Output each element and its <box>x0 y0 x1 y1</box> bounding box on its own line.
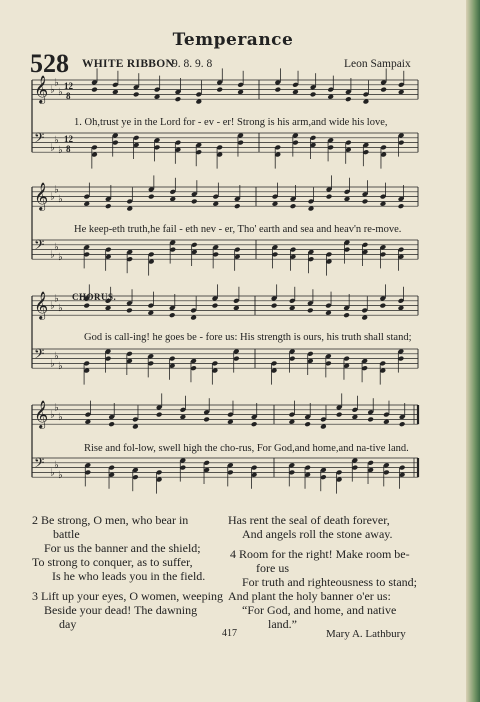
hymn-number: 528 <box>30 49 69 78</box>
note-head <box>83 303 90 309</box>
author: Mary A. Lathbury <box>326 628 406 640</box>
treble-clef: 𝄞 <box>34 75 49 103</box>
composer: Leon Sampaix <box>344 58 411 70</box>
verse-2-cont-line-1: Has rent the seal of death forever, <box>228 513 390 527</box>
note-head <box>345 96 352 102</box>
note-head <box>310 91 317 97</box>
note-head <box>398 203 405 209</box>
note-head <box>148 194 155 200</box>
note-head <box>271 303 278 309</box>
bass-clef: 𝄢 <box>34 130 45 149</box>
lyric-line-3: God is call-ing! he goes be - fore us: His strength is ours, his truth shall stand; <box>84 332 412 343</box>
flat-sign: ♭ <box>58 412 63 423</box>
verse-2-line-3: For us the banner and the shield; <box>44 541 201 555</box>
note-head <box>212 303 219 309</box>
flat-sign: ♭ <box>54 460 59 472</box>
flat-sign: ♭ <box>58 87 63 98</box>
note-head <box>108 421 115 427</box>
note-head <box>175 96 182 102</box>
verse-2-line-4: To strong to conquer, as to suffer, <box>32 555 193 569</box>
time-signature: 12 <box>64 81 73 91</box>
note-head <box>251 421 258 427</box>
bass-clef: 𝄢 <box>34 346 45 365</box>
verse-2-line-5: Is he who leads you in the field. <box>52 569 206 583</box>
flat-sign: ♭ <box>54 242 59 254</box>
treble-clef: 𝄞 <box>34 291 49 319</box>
verse-2-line-2: battle <box>53 527 80 541</box>
time-signature: 8 <box>66 91 71 101</box>
note-head <box>380 87 387 93</box>
flat-sign: ♭ <box>54 135 59 147</box>
flat-sign: ♭ <box>50 300 55 312</box>
flat-sign: ♭ <box>54 293 59 305</box>
verse-3-line-3: day <box>59 617 77 631</box>
note-head <box>399 421 406 427</box>
meter: 9. 8. 9. 8 <box>172 58 213 70</box>
tune-name: WHITE RIBBON <box>82 58 175 70</box>
flat-sign: ♭ <box>54 184 59 196</box>
note-head <box>234 203 241 209</box>
note-head <box>367 416 374 422</box>
note-head <box>343 312 350 318</box>
note-head <box>326 194 333 200</box>
verse-4-line-3: For truth and righteousness to stand; <box>242 575 417 589</box>
flat-sign: ♭ <box>58 144 63 156</box>
verse-3-line-1: 3 Lift up your eyes, O women, weeping <box>32 589 223 603</box>
flat-sign: ♭ <box>58 360 63 372</box>
lyric-line-1: 1. Oh,trust ye in the Lord for - ev - er! Strong is his arm,and wide his love, <box>74 117 388 128</box>
verse-2-line-1: 2 Be strong, O men, who bear in <box>32 513 189 527</box>
flat-sign: ♭ <box>58 303 63 314</box>
flat-sign: ♭ <box>50 467 55 479</box>
flat-sign: ♭ <box>54 402 59 414</box>
flat-sign: ♭ <box>50 409 55 421</box>
note-head <box>203 416 210 422</box>
page-title: Temperance <box>172 30 294 50</box>
page-number: 417 <box>222 628 237 639</box>
lyric-line-2: He keep-eth truth,he fail - eth nev - er, Tho' earth and sea and heav'n re-move. <box>74 224 402 235</box>
verse-4-line-6: land.” <box>268 617 297 631</box>
treble-clef: 𝄞 <box>34 182 49 210</box>
time-signature: 12 <box>64 134 73 144</box>
verse-4-line-5: “For God, and home, and native <box>242 603 397 617</box>
lyric-line-4: Rise and fol-low, swell high the cho-rus, For God,and home,and na-tive land. <box>84 443 409 454</box>
note-head <box>91 87 98 93</box>
flat-sign: ♭ <box>58 251 63 263</box>
verse-2-cont-line-2: And angels roll the stone away. <box>242 527 393 541</box>
flat-sign: ♭ <box>58 194 63 205</box>
chorus-label: CHORUS. <box>72 292 117 302</box>
flat-sign: ♭ <box>50 191 55 203</box>
verse-3-line-2: Beside your dead! The dawning <box>44 603 198 617</box>
flat-sign: ♭ <box>54 77 59 89</box>
flat-sign: ♭ <box>50 142 55 154</box>
note-head <box>216 87 223 93</box>
bass-clef: 𝄢 <box>34 455 45 474</box>
flat-sign: ♭ <box>58 469 63 481</box>
note-head <box>304 421 311 427</box>
note-head <box>307 307 314 313</box>
verse-4-line-2: fore us <box>256 561 289 575</box>
treble-clef: 𝄞 <box>34 400 49 428</box>
flat-sign: ♭ <box>50 249 55 261</box>
verse-4-line-4: And plant the holy banner o'er us: <box>228 589 391 603</box>
note-head <box>274 87 281 93</box>
time-signature: 8 <box>66 144 71 154</box>
note-head <box>336 412 343 418</box>
note-head <box>290 203 297 209</box>
note-head <box>156 412 163 418</box>
flat-sign: ♭ <box>54 351 59 363</box>
bass-clef: 𝄢 <box>34 237 45 256</box>
note-head <box>362 198 369 204</box>
flat-sign: ♭ <box>50 84 55 96</box>
note-head <box>169 312 176 318</box>
note-head <box>126 307 133 313</box>
note-head <box>191 198 198 204</box>
verse-4-line-1: 4 Room for the right! Make room be- <box>230 547 410 561</box>
note-head <box>133 91 140 97</box>
note-head <box>379 303 386 309</box>
flat-sign: ♭ <box>50 358 55 370</box>
note-head <box>105 203 112 209</box>
